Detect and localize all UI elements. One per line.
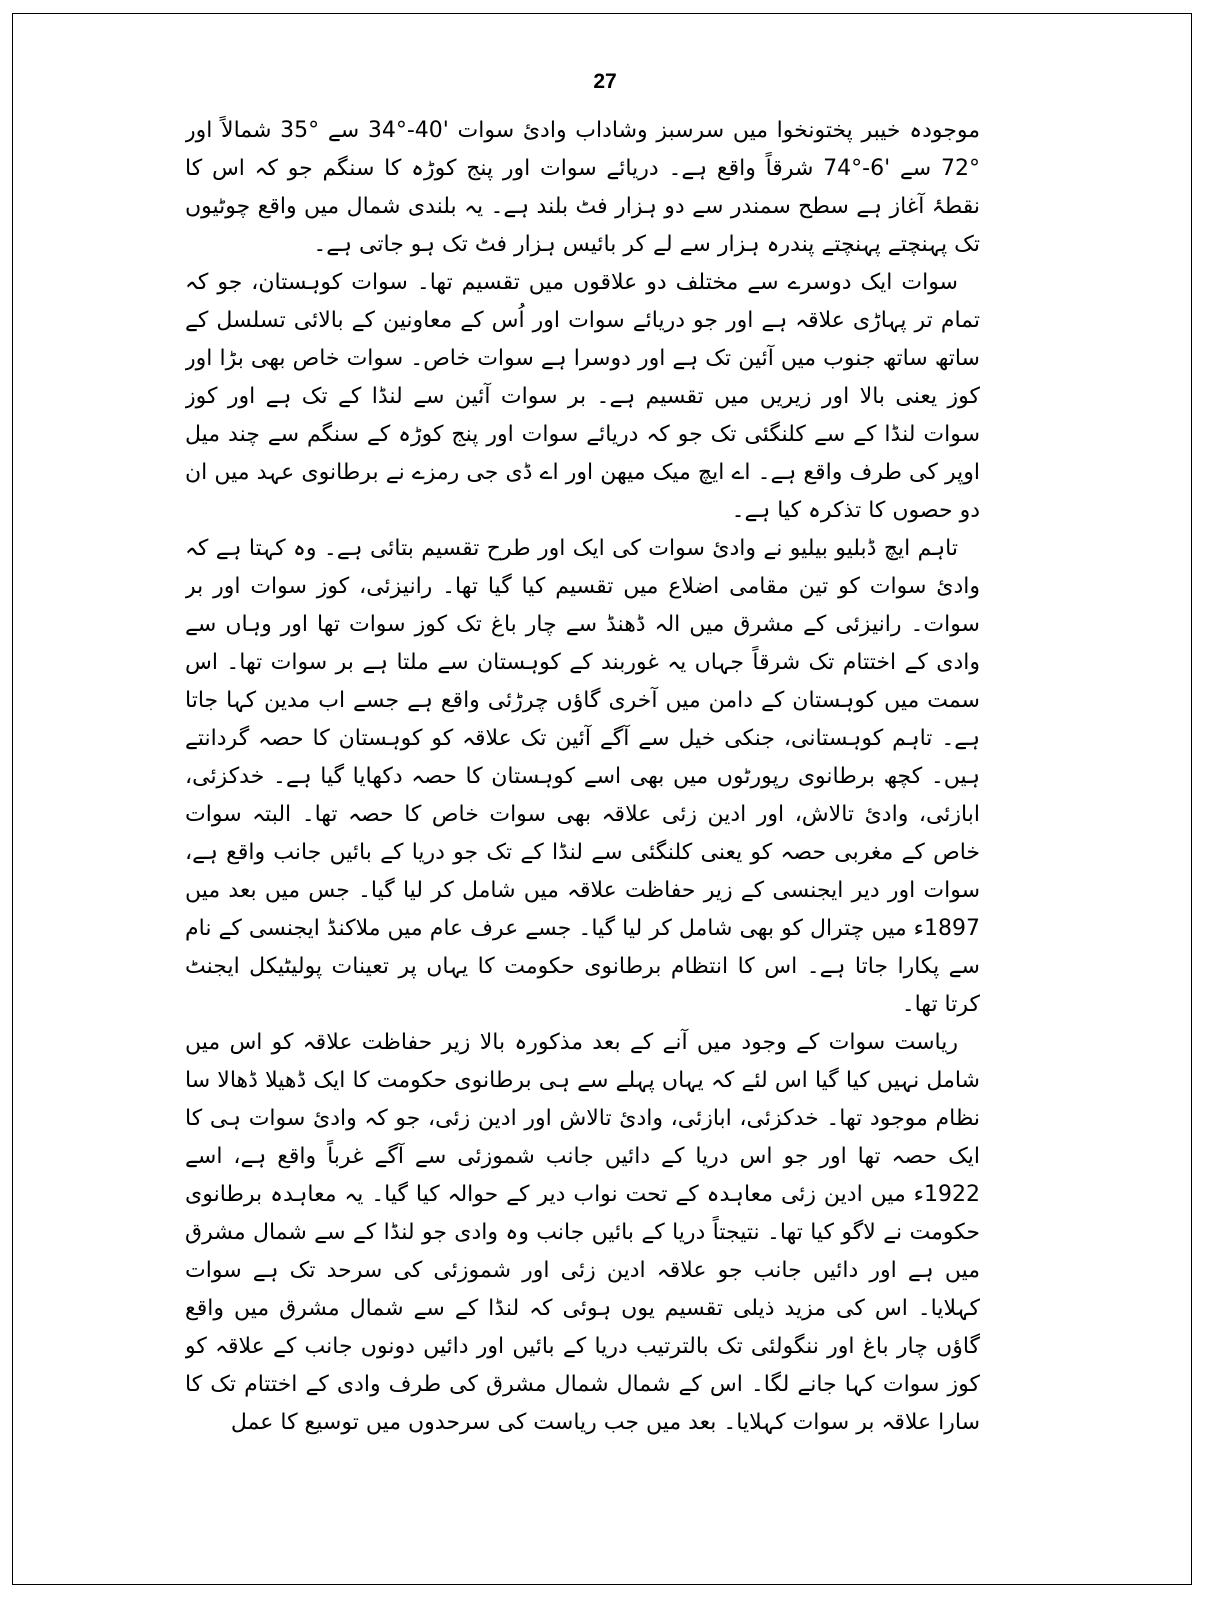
paragraph-4: ریاست سوات کے وجود میں آنے کے بعد مذکورہ بالا زیر حفاظت علاقہ کو اس میں شامل نہیں کیا گیا اس لئے کہ یہاں پہلے سے ہی برطانوی حکومت کا ایک ڈھیلا ڈھالا سا نظام موجود تھا۔ خدکزئی، ابازئی، وادیٔ تالاش اور ادین زئی، جو کہ وادیٔ سوات ہی کا ایک حصہ تھا اور جو اس دریا کے دائیں جانب شموزئی سے آگے غرباً واقع ہے، اسے 1922ء میں ادین زئی معاہدہ کے تحت نواب دیر کے حوالہ کیا گیا۔ یہ معاہدہ برطانوی حکومت نے لاگو کیا تھا۔ نتیجتاً دریا کے بائیں جانب وہ وادی جو لنڈا کے سے شمال مشرق میں ہے اور دائیں جانب جو علاقہ ادین زئی اور شموزئی کی سرحد تک ہے سوات کہلایا۔ اس کی مزید ذیلی تقسیم یوں ہوئی کہ لنڈا کے سے شمال مشرق میں واقع گاؤں چار باغ اور ننگولئی تک بالترتیب دریا کے بائیں اور دائیں دونوں جانب کے علاقہ کو کوز سوات کہا جانے لگا۔ اس کے شمال شمال مشرق کی طرف وادی کے اختتام تک کا سارا علاقہ بر سوات کہلایا۔ بعد میں جب ریاست کی سرحدوں میں توسیع کا عمل (185, 1030, 980, 1435)
document-body (185, 112, 980, 1572)
page-number: 27 (593, 70, 617, 93)
paragraph-2: سوات ایک دوسرے سے مختلف دو علاقوں میں تقسیم تھا۔ سوات کوہستان، جو کہ تمام تر پہاڑی علاقہ ہے اور جو دریائے سوات اور اُس کے معاونین کے بالائی تسلسل کے ساتھ ساتھ جنوب میں آئین تک ہے اور دوسرا ہے سوات خاص۔ سوات خاص بھی بڑا اور کوز یعنی بالا اور زیریں میں تقسیم ہے۔ بر سوات آئین سے لنڈا کے تک ہے اور کوز سوات لنڈا کے سے کلنگئی تک جو کہ دریائے سوات اور پنج کوڑہ کے سنگم سے چند میل اوپر کی طرف واقع ہے۔ اے ایچ میک میھن اور اے ڈی جی رمزے نے برطانوی عہد میں ان دو حصوں کا تذکرہ کیا ہے۔ (185, 270, 980, 523)
paragraph-3: تاہم ایچ ڈبلیو بیلیو نے وادیٔ سوات کی ایک اور طرح تقسیم بتائی ہے۔ وہ کہتا ہے کہ وادیٔ سوات کو تین مقامی اضلاع میں تقسیم کیا گیا تھا۔ رانیزئی، کوز سوات اور بر سوات۔ رانیزئی کے مشرق میں الہ ڈھنڈ سے چار باغ تک کوز سوات تھا اور وہاں سے وادی کے اختتام تک شرقاً جہاں یہ غوربند کے کوہستان سے ملتا ہے بر سوات تھا۔ اس سمت میں کوہستان کے دامن میں آخری گاؤں چرڑئی واقع ہے جسے اب مدین کہا جاتا ہے۔ تاہم کوہستانی، جنکی خیل سے آگے آئین تک علاقہ کو کوہستان کا حصہ گردانتے ہیں۔ کچھ برطانوی رپورٹوں میں بھی اسے کوہستان کا حصہ دکھایا گیا ہے۔ خدکزئی، ابازئی، وادیٔ تالاش، اور ادین زئی علاقہ بھی سوات خاص کا حصہ تھا۔ البتہ سوات خاص کے مغربی حصہ کو یعنی کلنگئی سے لنڈا کے تک جو دریا کے بائیں جانب واقع ہے، سوات اور دیر ایجنسی کے زیر حفاظت علاقہ میں شامل کر لیا گیا۔ جس میں بعد میں 1897ء میں چترال کو بھی شامل کر لیا گیا۔ جسے عرف عام میں ملاکنڈ ایجنسی کے نام سے پکارا جاتا ہے۔ اس کا انتظام برطانوی حکومت کا یہاں پر تعینات پولیٹیکل ایجنٹ کرتا تھا۔ (185, 536, 980, 1017)
paragraph-1: موجودہ خیبر پختونخوا میں سرسبز وشاداب وادیٔ سوات '40-°34 سے °35 شمالاً اور °72 سے '6-°74 شرقاً واقع ہے۔ دریائے سوات اور پنج کوڑہ کا سنگم جو کہ اس کا نقطۂ آغاز ہے سطح سمندر سے دو ہزار فٹ بلند ہے۔ یہ بلندی شمال میں واقع چوٹیوں تک پہنچتے پہنچتے پندرہ ہزار سے لے کر بائیس ہزار فٹ تک ہو جاتی ہے۔ (185, 118, 980, 257)
